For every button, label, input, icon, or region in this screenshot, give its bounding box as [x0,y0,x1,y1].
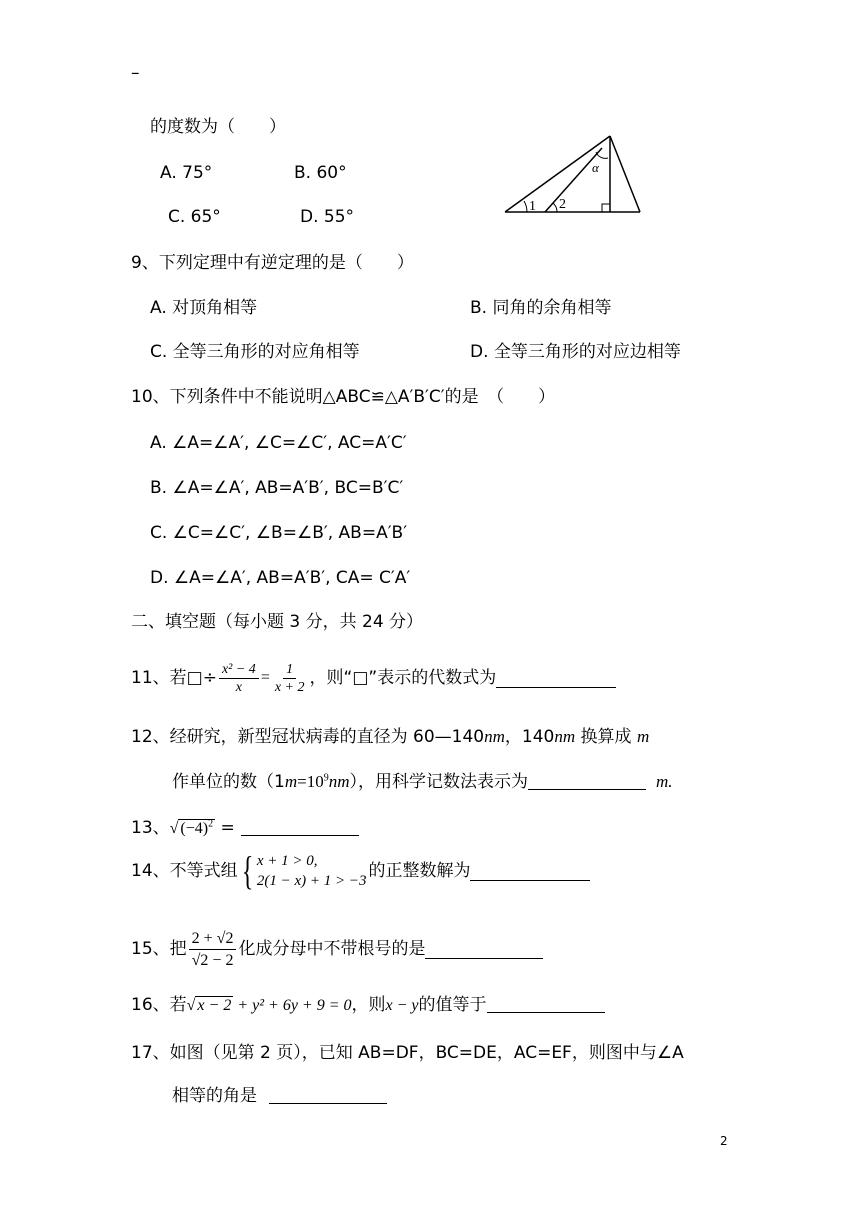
q13-radicand [178,819,215,837]
q17-line-1: 17、如图（见第 2 页），已知 AB=DF，BC=DE，AC=EF，则图中与∠A [131,1043,684,1063]
q15-denominator: √2 − 2 [191,951,234,969]
q8-option-d: D. 55° [300,207,355,227]
q11-frac1-numerator: x² − 4 [219,662,259,679]
q12-text-e: =10 [297,772,324,791]
q11-line [131,658,616,698]
q16-expression-rest: + y² + 6y + 9 = 0 [233,997,352,1014]
q13-expr: (−4) [180,820,209,837]
q15-suffix: 化成分母中不带根号的是 [238,939,426,959]
q8-figure-label-alpha: α [592,160,599,175]
q15-fraction [189,929,237,970]
q10-stem: 10、下列条件中不能说明△ABC≌△A′B′C′的是 （ ） [131,387,556,407]
q14-brace: { [241,848,254,893]
q16-sqrt-sign: √ [186,997,196,1014]
q15-line [131,926,543,972]
q12-line-2 [172,771,673,793]
q16-prefix: 16、若 [131,995,187,1015]
q12-exponent: 9 [323,772,329,784]
q11-equals: = [260,669,270,686]
q13-prefix: 13、 [131,818,170,838]
q10-option-a: A. ∠A=∠A′, ∠C=∠C′, AC=A′C′ [150,433,407,453]
q8-option-b: B. 60° [294,163,347,183]
q12-text-f: ），用科学记数法表示为 [349,772,528,792]
q15-answer-blank[interactable] [425,940,543,959]
q10-option-b: B. ∠A=∠A′, AB=A′B′, BC=B′C′ [150,478,404,498]
q17-line-2 [172,1085,387,1107]
q11-fraction-2 [272,662,308,695]
page-number: 2 [720,1134,728,1148]
q16-x-minus-y: x − y [385,997,419,1014]
q12-text-a: 12、经研究，新型冠状病毒的直径为 60—140 [131,727,485,747]
q12-text-d: 作单位的数（1 [172,772,285,792]
q9-option-b: B. 同角的余角相等 [470,298,612,318]
q9-option-c: C. 全等三角形的对应角相等 [150,342,360,362]
q10-option-d: D. ∠A=∠A′, AB=A′B′, CA= C′A′ [150,568,411,588]
q14-prefix: 14、不等式组 [131,861,238,881]
q17-line-2-text: 相等的角是 [172,1086,257,1106]
q13-exponent: 2 [208,818,214,830]
q16-answer-blank[interactable] [487,994,605,1013]
q8-option-c: C. 65° [168,207,221,227]
q16-mid: ，则 [351,995,386,1015]
q12-unit-nm-3: nm [328,772,350,791]
q15-prefix: 15、把 [131,939,187,959]
q14-answer-blank[interactable] [470,862,590,881]
q9-option-d: D. 全等三角形的对应边相等 [470,342,681,362]
q8-option-a: A. 75° [160,163,213,183]
q13-answer-blank[interactable] [241,817,359,836]
q8-stem: 的度数为（ ） [150,117,286,137]
q11-prefix: 11、若□÷ [131,668,217,688]
q16-line [131,994,605,1017]
q13-line [131,817,359,840]
q16-radicand: x − 2 [197,997,232,1014]
q16-suffix: 的值等于 [418,995,487,1015]
q13-equals: = [215,818,235,838]
q12-unit-nm-1: nm [484,727,505,746]
q12-unit-m-2: m [284,772,298,791]
q8-figure-label-2: 2 [559,197,566,212]
q11-suffix: ，则“□”表示的代数式为 [309,668,497,688]
q11-answer-blank[interactable] [496,669,616,688]
q17-answer-blank[interactable] [269,1085,387,1104]
q12-text-b: ，140 [504,727,555,747]
q12-answer-blank[interactable] [528,771,646,790]
q14-inequality-2: 2(1 − x) + 1 > −3 [256,873,367,889]
q11-fraction-1 [219,662,259,695]
q11-frac2-denominator: x + 2 [274,679,305,695]
q11-frac2-numerator: 1 [283,662,296,679]
q12-line-1 [131,726,649,748]
q14-suffix: 的正整数解为 [368,861,471,881]
q12-unit-nm-2: nm [554,727,576,746]
q8-figure-label-1: 1 [529,199,536,214]
q14-line [131,846,590,896]
q8-triangle-figure [500,128,660,228]
q13-sqrt-sign: √ [169,820,179,837]
q14-inequality-1: x + 1 > 0, [256,853,318,869]
top-mark: – [131,63,140,83]
section-2-title: 二、填空题（每小题 3 分，共 24 分） [131,612,424,632]
q12-unit-m: m [636,727,650,746]
q12-end-unit: m. [655,772,673,791]
q15-numerator: 2 + √2 [189,929,237,950]
q9-option-a: A. 对顶角相等 [150,298,258,318]
q14-inequality-system [238,848,367,893]
q9-stem: 9、下列定理中有逆定理的是（ ） [131,253,414,273]
q11-frac1-denominator: x [235,679,242,695]
q12-text-c: 换算成 [575,727,637,747]
q10-option-c: C. ∠C=∠C′, ∠B=∠B′, AB=A′B′ [150,523,408,543]
